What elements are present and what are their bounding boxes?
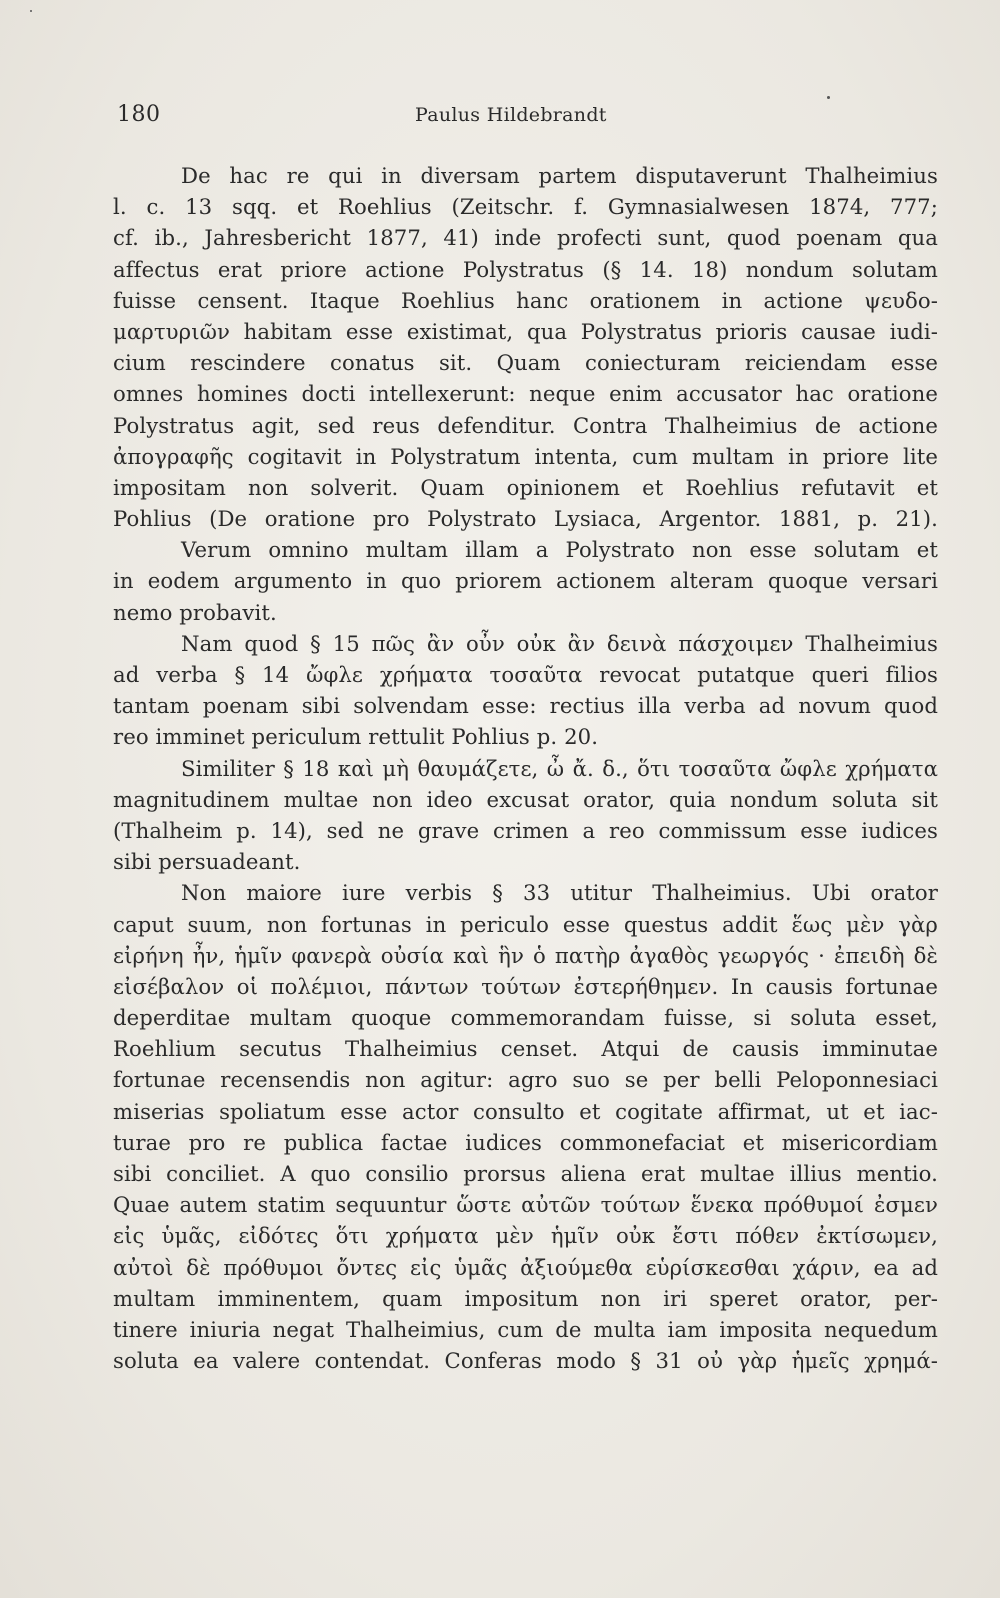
text-line: deperditae multam quoque commemorandam fuisse, si soluta esset, [113, 1005, 938, 1031]
text-line: tinere iniuria negat Thalheimius, cum de multa iam imposita nequedum [113, 1316, 938, 1342]
text-line: affectus erat priore actione Polystratus (§ 14. 18) nondum solutam [113, 256, 938, 282]
text-line: εἰρήνη ἦν, ἡμῖν φανερὰ οὐσία καὶ ἣν ὁ πατὴρ ἀγαθὸς γεωργός · ἐπειδὴ δὲ [113, 942, 938, 968]
text-line: ἀπογραφῆς cogitavit in Polystratum intenta, cum multam in priore lite [113, 443, 938, 469]
page-number: 180 [117, 102, 161, 127]
text-line: fuisse censent. Itaque Roehlius hanc orationem in actione ψευδο- [113, 287, 938, 313]
text-line: magnitudinem multae non ideo excusat orator, quia nondum soluta sit [113, 786, 938, 812]
text-line: Polystratus agit, sed reus defenditur. Contra Thalheimius de actione [113, 412, 938, 438]
text-line: Nam quod § 15 πῶς ἂν οὖν οὐκ ἂν δεινὰ πάσχοιμεν Thalheimius [181, 630, 938, 656]
text-line: sibi persuadeant. [113, 849, 301, 875]
text-line: miserias spoliatum esse actor consulto et cogitate affirmat, ut et iac- [113, 1098, 938, 1124]
text-line: omnes homines docti intellexerunt: neque enim accusator hac oratione [113, 381, 938, 407]
body-text [113, 160, 938, 1376]
print-speck [827, 96, 830, 99]
text-line: Quae autem statim sequuntur ὥστε αὐτῶν τούτων ἕνεκα πρόθυμοί ἐσμεν [113, 1192, 938, 1218]
text-line: turae pro re publica factae iudices commonefaciat et misericordiam [113, 1129, 938, 1155]
text-line: l. c. 13 sqq. et Roehlius (Zeitschr. f. Gymnasialwesen 1874, 777; [113, 194, 938, 220]
text-line: reo imminet periculum rettulit Pohlius p. 20. [113, 724, 599, 750]
text-line: Roehlium secutus Thalheimius censet. Atqui de causis imminutae [113, 1036, 938, 1062]
text-line: soluta ea valere contendat. Conferas modo § 31 οὐ γὰρ ἡμεῖς χρημά- [113, 1348, 938, 1374]
text-line: (Thalheim p. 14), sed ne grave crimen a reo commissum esse iudices [113, 817, 938, 843]
text-line: fortunae recensendis non agitur: agro suo se per belli Peloponnesiaci [113, 1067, 938, 1093]
text-line: Non maiore iure verbis § 33 utitur Thalheimius. Ubi orator [181, 880, 938, 906]
text-line: Verum omnino multam illam a Polystrato non esse solutam et [181, 537, 938, 563]
text-line: Similiter § 18 καὶ μὴ θαυμάζετε, ὦ ἄ. δ., ὅτι τοσαῦτα ὤφλε χρήματα [181, 755, 938, 781]
text-line: cium rescindere conatus sit. Quam coniecturam reiciendam esse [113, 350, 938, 376]
text-line: εἰσέβαλον οἱ πολέμιοι, πάντων τούτων ἐστερήθημεν. In causis fortunae [113, 973, 938, 999]
text-line: μαρτυριῶν habitam esse existimat, qua Polystratus prioris causae iudi- [113, 318, 938, 344]
text-line: nemo probavit. [113, 599, 277, 625]
text-line: εἰς ὑμᾶς, εἰδότες ὅτι χρήματα μὲν ἡμῖν οὐκ ἔστι πόθεν ἐκτίσωμεν, [113, 1223, 938, 1249]
text-line: in eodem argumento in quo priorem actionem alteram quoque versari [113, 568, 938, 594]
text-line: cf. ib., Jahresbericht 1877, 41) inde profecti sunt, quod poenam qua [113, 225, 938, 251]
print-speck [30, 10, 32, 12]
page-header [117, 102, 937, 132]
text-line: sibi conciliet. A quo consilio prorsus aliena erat multae illius mentio. [113, 1161, 938, 1186]
text-line: multam imminentem, quam impositum non iri speret orator, per- [113, 1285, 938, 1311]
text-line: De hac re qui in diversam partem disputaverunt Thalheimius [181, 163, 938, 188]
running-head: Paulus Hildebrandt [415, 104, 607, 126]
text-line: Pohlius (De oratione pro Polystrato Lysiaca, Argentor. 1881, p. 21). [113, 506, 938, 532]
text-line: αὐτοὶ δὲ πρόθυμοι ὄντες εἰς ὑμᾶς ἀξιούμεθα εὑρίσκεσθαι χάριν, ea ad [113, 1254, 938, 1280]
text-line: tantam poenam sibi solvendam esse: rectius illa verba ad novum quod [113, 693, 938, 719]
text-line: impositam non solverit. Quam opinionem et Roehlius refutavit et [113, 474, 938, 500]
text-line: caput suum, non fortunas in periculo esse questus addit ἕως μὲν γὰρ [113, 911, 938, 937]
text-line: ad verba § 14 ὤφλε χρήματα τοσαῦτα revocat putatque queri filios [113, 662, 938, 687]
